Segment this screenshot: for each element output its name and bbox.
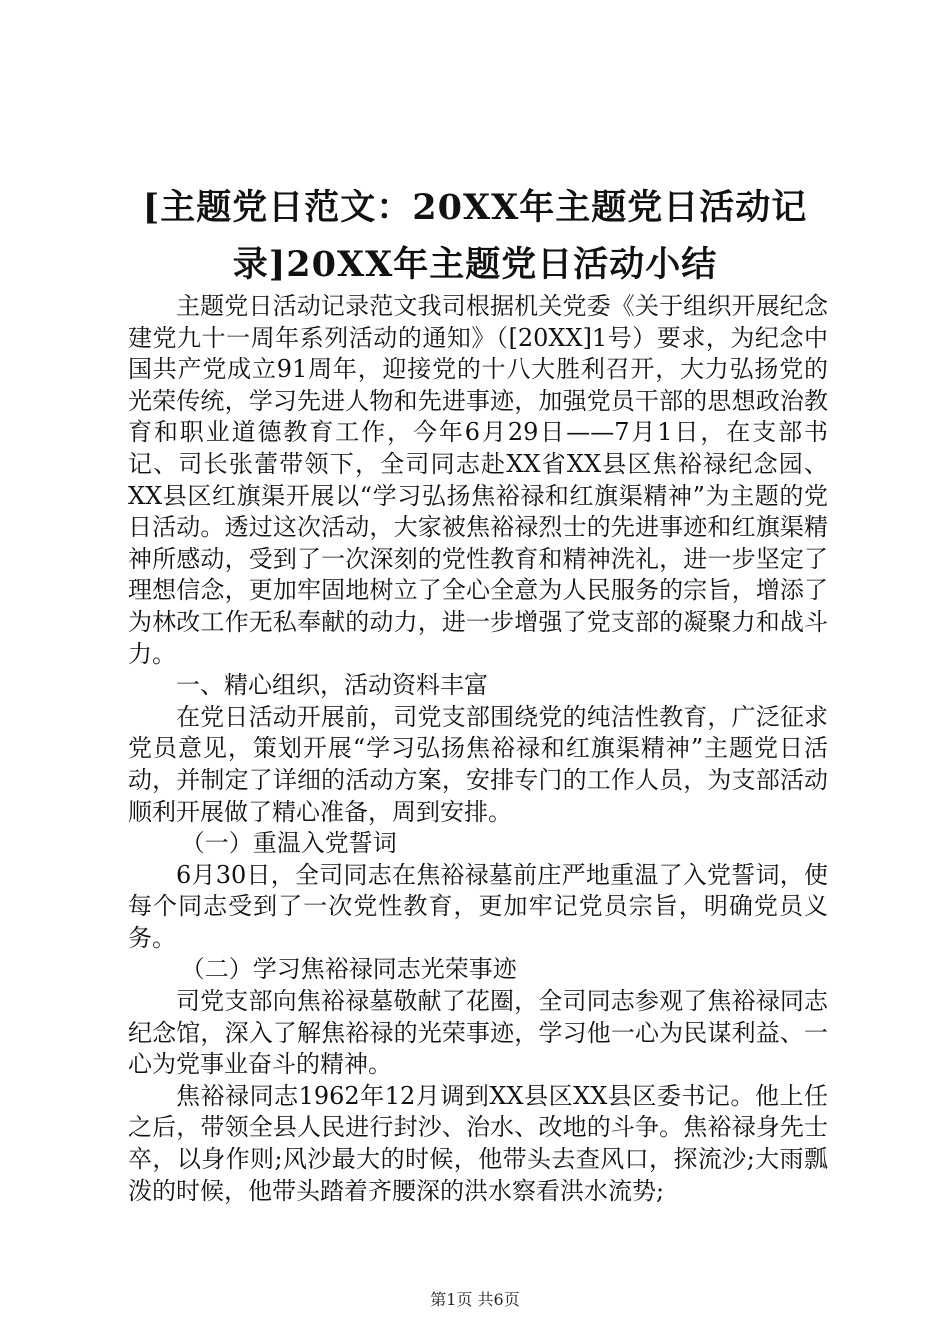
document-body (128, 291, 828, 1207)
page-footer: 第1页 共6页 (430, 1290, 520, 1309)
subsection-heading: （一）重温入党誓词 (180, 829, 397, 858)
section-heading: 一、精心组织，活动资料丰富 (176, 671, 488, 700)
body-paragraph: 6月30日，全司同志在焦裕禄墓前庄严地重温了入党誓词，使每个同志受到了一次党性教育，更加牢记党员宗旨，明确党员义务。 (128, 860, 828, 952)
body-paragraph: 主题党日活动记录范文我司根据机关党委《关于组织开展纪念建党九十一周年系列活动的通知》（[20XX]1号）要求，为纪念中国共产党成立91周年，迎接党的十八大胜利召开，大力弘扬党的光荣传统，学习先进人物和先进事迹，加强党员干部的思想政治教育和职业道德教育工作，今年6月29日——7月1日，在支部书记、司长张蕾带领下，全司同志赴XX省XX县区焦裕禄纪念园、XX县区红旗渠开展以“学习弘扬焦裕禄和红旗渠精神”为主题的党日活动。透过这次活动，大家被焦裕禄烈士的先进事迹和红旗渠精神所感动，受到了一次深刻的党性教育和精神洗礼，进一步坚定了理想信念，更加牢固地树立了全心全意为人民服务的宗旨，增添了为林改工作无私奉献的动力，进一步增强了党支部的凝聚力和战斗力。 (128, 292, 828, 668)
document-title-line-1: [主题党日范文：20XX年主题党日活动记 (142, 187, 808, 228)
body-paragraph: 焦裕禄同志1962年12月调到XX县区XX县区委书记。他上任之后，带领全县人民进行封沙、治水、改地的斗争。焦裕禄身先士卒，以身作则;风沙最大的时候，他带头去查风口，探流沙;大雨瓢泼的时候，他带头踏着齐腰深的洪水察看洪水流势; (128, 1081, 828, 1205)
body-paragraph: 在党日活动开展前，司党支部围绕党的纯洁性教育，广泛征求党员意见，策划开展“学习弘扬焦裕禄和红旗渠精神”主题党日活动，并制定了详细的活动方案，安排专门的工作人员，为支部活动顺利开展做了精心准备，周到安排。 (128, 702, 828, 826)
document-title-line-2: 录]20XX年主题党日活动小结 (232, 244, 718, 285)
subsection-heading: （二）学习焦裕禄同志光荣事迹 (180, 955, 517, 984)
body-paragraph: 司党支部向焦裕禄墓敬献了花圈，全司同志参观了焦裕禄同志纪念馆，深入了解焦裕禄的光荣事迹，学习他一心为民谋利益、一心为党事业奋斗的精神。 (128, 987, 828, 1079)
